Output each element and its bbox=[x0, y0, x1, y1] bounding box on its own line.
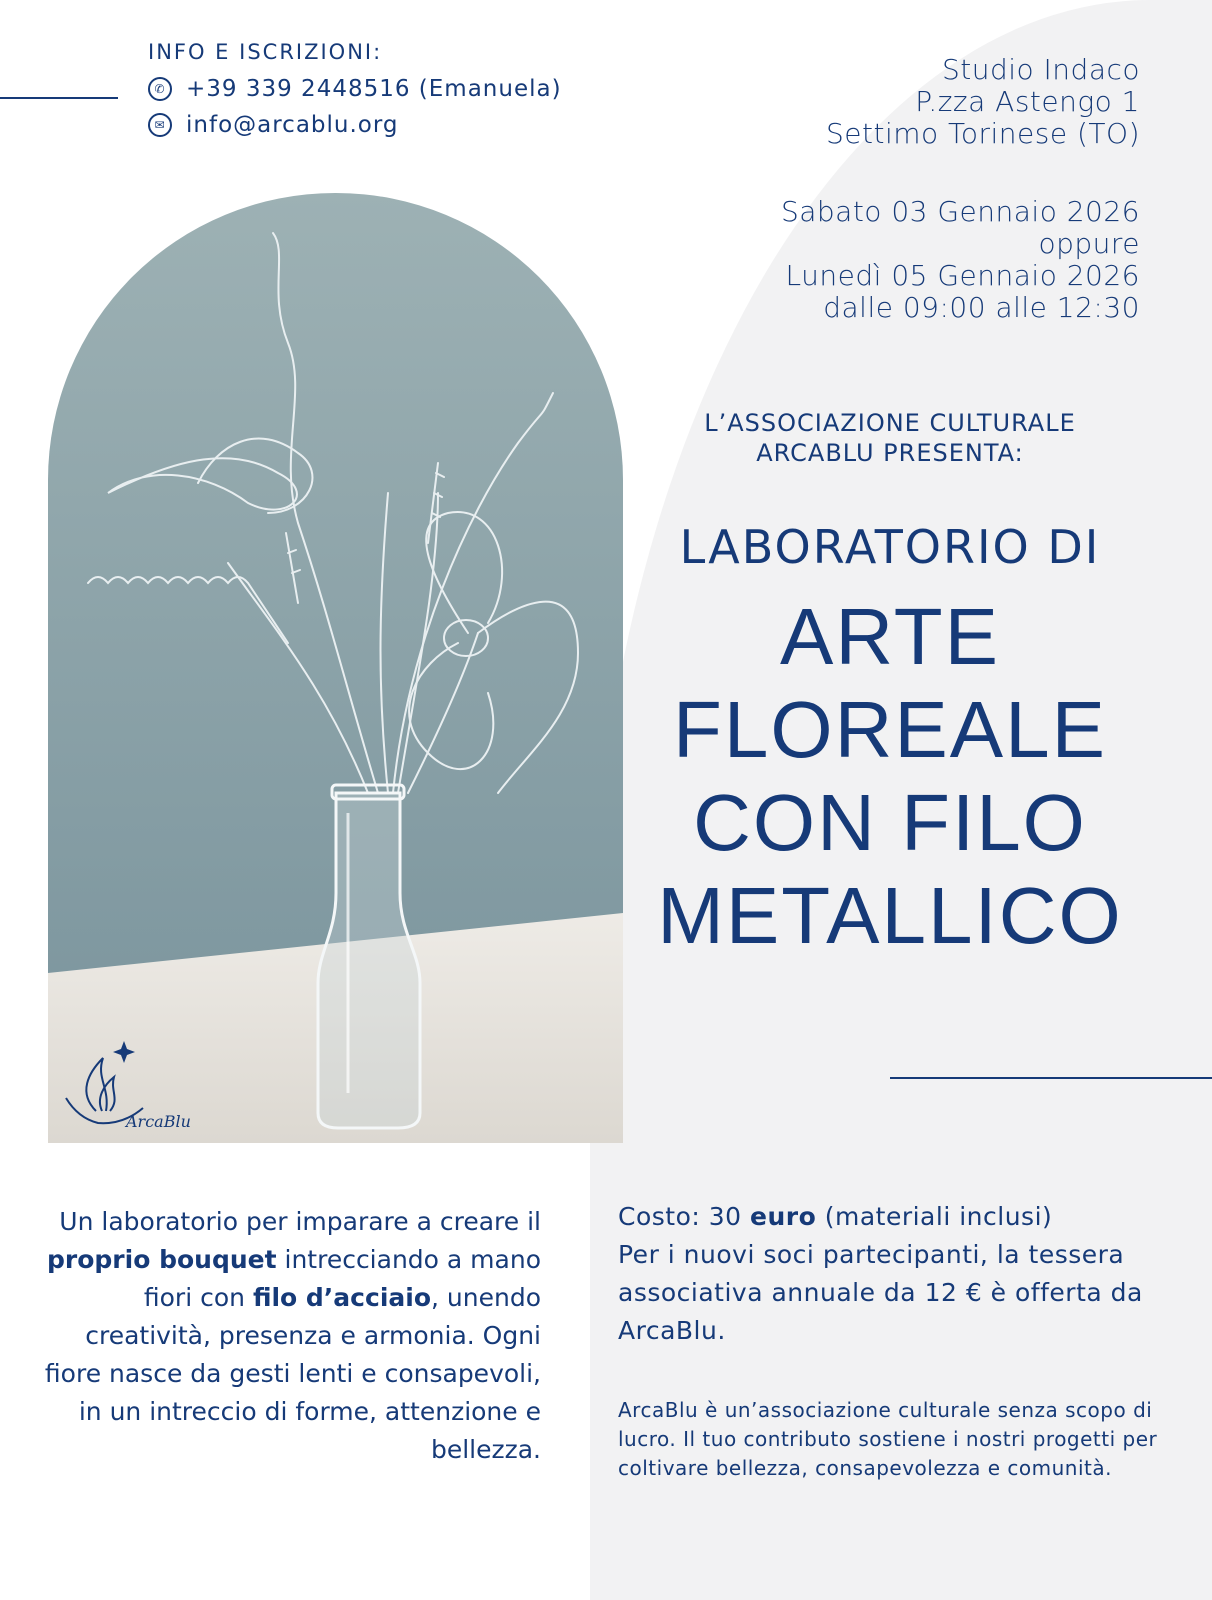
mail-icon: ✉ bbox=[148, 113, 172, 137]
association-note: ArcaBlu è un’associazione culturale senza scopo di lucro. Il tuo contributo sostiene i nostri progetti per coltivare bellezza, consapevolezza e comunità. bbox=[618, 1398, 1158, 1480]
photo-illustration bbox=[48, 193, 623, 1143]
date-option-2: Lunedì 05 Gennaio 2026 bbox=[785, 259, 1140, 292]
venue-block bbox=[826, 54, 1140, 150]
divider-top-left bbox=[0, 97, 118, 99]
cost-prefix: Costo: 30 bbox=[618, 1202, 751, 1231]
email-address[interactable]: info@arcablu.org bbox=[186, 112, 399, 138]
venue-city: Settimo Torinese (TO) bbox=[826, 117, 1140, 150]
desc-text-1: Un laboratorio per imparare a creare il bbox=[59, 1207, 541, 1236]
presenter bbox=[640, 408, 1140, 468]
contacts-heading: INFO E ISCRIZIONI: bbox=[148, 40, 383, 64]
desc-text-3: , unendo creatività, presenza e armonia. Ogni fiore nasce da gesti lenti e consapevoli, in un intreccio di forme, attenzione e bellezza. bbox=[44, 1283, 541, 1464]
date-or: oppure bbox=[1038, 227, 1140, 260]
presenter-line-2: ARCABLU PRESENTA: bbox=[756, 439, 1024, 467]
workshop-description bbox=[40, 1203, 541, 1469]
whatsapp-icon: ✆ bbox=[148, 77, 172, 101]
desc-text-2: intrecciando a mano fiori con bbox=[143, 1245, 541, 1312]
contact-info bbox=[148, 40, 562, 148]
venue-name: Studio Indaco bbox=[941, 53, 1140, 86]
cost-line bbox=[618, 1198, 1158, 1236]
title-line-1: ARTE bbox=[780, 592, 1000, 681]
time-range: dalle 09:00 alle 12:30 bbox=[823, 291, 1140, 324]
desc-bold-bouquet: proprio bouquet bbox=[47, 1245, 277, 1274]
cost-suffix: (materiali inclusi) bbox=[816, 1202, 1053, 1231]
desc-bold-wire: filo d’acciaio bbox=[252, 1283, 432, 1312]
venue-address: P.zza Astengo 1 bbox=[915, 85, 1140, 118]
phone-row[interactable] bbox=[148, 76, 562, 102]
presenter-line-1: L’ASSOCIAZIONE CULTURALE bbox=[704, 409, 1076, 437]
title-prefix: LABORATORIO DI bbox=[679, 520, 1101, 574]
phone-number[interactable]: +39 339 2448516 (Emanuela) bbox=[186, 76, 562, 102]
title-line-2: FLOREALE bbox=[673, 685, 1107, 774]
date-option-1: Sabato 03 Gennaio 2026 bbox=[780, 195, 1140, 228]
cost-block bbox=[618, 1198, 1158, 1350]
title-line-3: CON FILO bbox=[693, 778, 1087, 867]
logo-text: ArcaBlu bbox=[126, 1112, 191, 1131]
divider-right bbox=[890, 1077, 1212, 1079]
schedule-block bbox=[781, 196, 1140, 324]
wire-flowers-photo bbox=[48, 193, 623, 1143]
title-line-4: METALLICO bbox=[657, 871, 1123, 960]
email-row[interactable] bbox=[148, 112, 562, 138]
cost-currency: euro bbox=[750, 1202, 817, 1231]
membership-note: Per i nuovi soci partecipanti, la tessera associativa annuale da 12 € è offerta da ArcaBlu. bbox=[618, 1240, 1143, 1345]
main-title bbox=[620, 590, 1160, 962]
